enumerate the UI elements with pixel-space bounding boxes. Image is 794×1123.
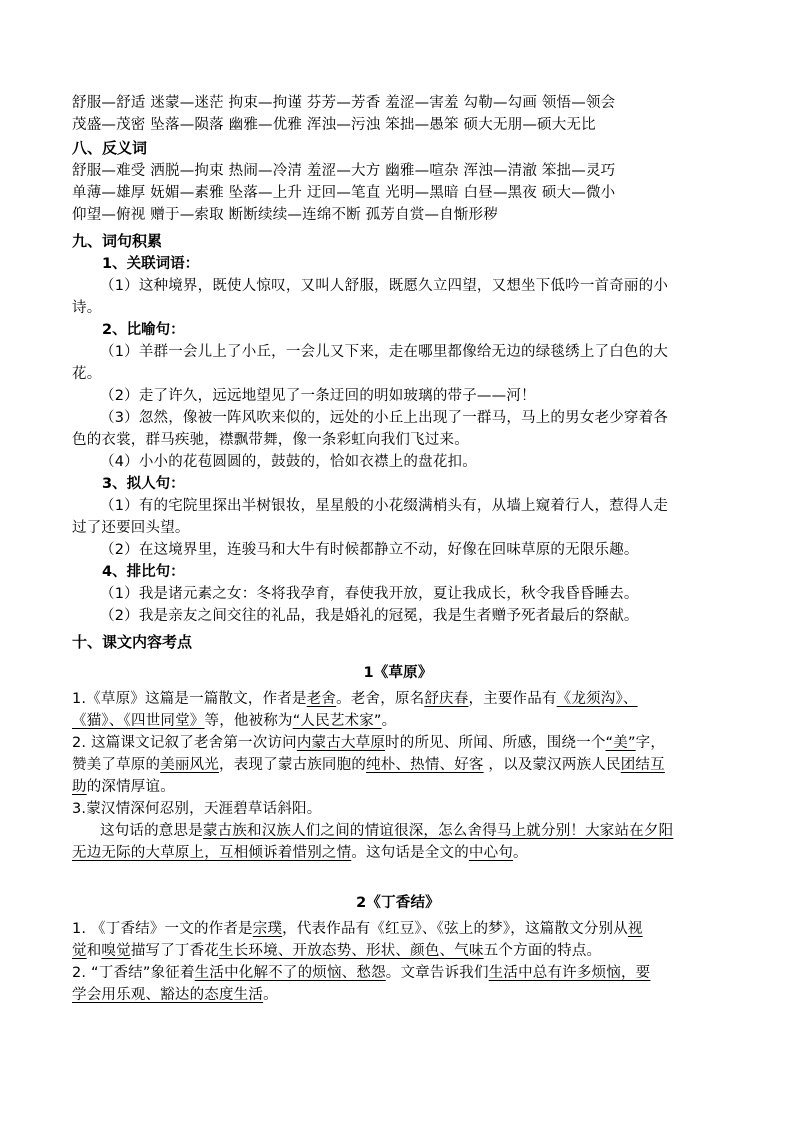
metaphor-item-4: （4）小小的花苞圆圆的，鼓鼓的，恰如衣襟上的盘花扣。 bbox=[100, 454, 477, 470]
dingxiang-answer-lesson: 生活中总有许多烦恼，要 bbox=[488, 965, 651, 981]
caoyuan-text: 。这句话是全文的 bbox=[351, 845, 469, 861]
dingxiang-text: 1. 《丁香结》一文的作者是 bbox=[72, 921, 253, 937]
caoyuan-text: ，表现了蒙古族同胞的 bbox=[219, 757, 367, 773]
dingxiang-answer-aspects: 生长环境、开放态势、形状、颜色、气味 bbox=[219, 943, 484, 959]
dingxiang-answer-sense-cont: 觉 bbox=[72, 943, 87, 959]
conjunction-item-1-cont: 诗。 bbox=[72, 300, 102, 316]
caoyuan-answer-unity-cont: 助 bbox=[72, 779, 87, 795]
metaphor-item-3: （3）忽然，像被一阵风吹来似的，远处的小丘上出现了一群马，马上的男女老少穿着各 bbox=[100, 410, 669, 426]
antonym-line-2: 单薄—雄厚 妩媚—素雅 坠落—上升 迂回—笔直 光明—黑暗 白昼—黑夜 硕大—微小 bbox=[72, 185, 616, 201]
antonym-line-3: 仰望—俯视 赠于—索取 断断续续—连绵不断 孤芳自赏—自惭形秽 bbox=[72, 207, 499, 223]
caoyuan-answer-keyword: “美” bbox=[605, 735, 636, 751]
caoyuan-answer-title: “人民艺术家” bbox=[292, 713, 382, 729]
dingxiang-text: ，代表作品有《红豆》、《弦上的梦》，这篇散文分别从 bbox=[282, 921, 628, 937]
section-parallelism-title: 4、排比句： bbox=[102, 564, 185, 580]
caoyuan-answer-realname: 舒庆春 bbox=[424, 691, 469, 707]
dingxiang-text: 。文章告诉我们 bbox=[385, 965, 489, 981]
caoyuan-point-2-line-1 bbox=[72, 732, 724, 754]
personification-item-1: （1）有的宅院里探出半树银妆，星星般的小花缀满梢头有，从墙上窥着行人，惹得人走 bbox=[100, 498, 669, 514]
caoyuan-answer-place: 内蒙古大草原 bbox=[296, 735, 386, 751]
lesson-caoyuan-title: 1《草原》 bbox=[363, 665, 433, 681]
caoyuan-answer-author: 老舍 bbox=[306, 691, 337, 707]
section-conjunctions-title: 1、关联词语： bbox=[102, 256, 200, 272]
synonym-line-1: 舒服—舒适 迷蒙—迷茫 拘束—拘谨 芬芳—芳香 羞涩—害羞 勾勒—勾画 领悟—领会 bbox=[72, 95, 616, 111]
parallelism-item-2: （2）我是亲友之间交往的礼品，我是婚礼的冠冕，我是生者赠予死者最后的祭献。 bbox=[100, 608, 639, 624]
caoyuan-text: ，主要作品有 bbox=[468, 691, 557, 707]
document-page bbox=[72, 92, 724, 1006]
metaphor-item-3-cont: 色的衣裳，群马疾驰，襟飘带舞，像一条彩虹向我们飞过来。 bbox=[72, 432, 469, 448]
dingxiang-answer-lesson-cont: 学会用乐观、豁达的态度生活 bbox=[72, 987, 264, 1003]
caoyuan-point-2-line-2 bbox=[72, 754, 724, 776]
textbook-points-heading: 十、课文内容考点 bbox=[72, 633, 193, 651]
caoyuan-answer-traits: 纯朴、热情、好客 bbox=[366, 757, 484, 773]
antonym-heading: 八、反义词 bbox=[72, 139, 148, 157]
section-personification-title: 3、拟人句： bbox=[102, 476, 185, 492]
dingxiang-point-2-line-1 bbox=[72, 962, 724, 984]
personification-item-2: （2）在这境界里，连骏马和大牛有时候都静立不动，好像在回味草原的无限乐趣。 bbox=[100, 542, 639, 558]
caoyuan-answer-meaning: 蒙古族和汉族人们之间的情谊很深，怎么舍得马上就分别！大家站在夕阳 bbox=[202, 823, 674, 839]
caoyuan-text: 1.《草原》这篇是一篇散文，作者是 bbox=[72, 691, 307, 707]
caoyuan-text: 的深情厚谊。 bbox=[86, 779, 175, 795]
caoyuan-text: 2. 这篇课文记叙了老舍第一次访问 bbox=[72, 735, 297, 751]
caoyuan-point-3: 3.蒙汉情深何忍别，天涯碧草话斜阳。 bbox=[72, 801, 322, 817]
caoyuan-point-4-line-2 bbox=[72, 842, 724, 864]
conjunction-item-1: （1）这种境界，既使人惊叹，又叫人舒服，既愿久立四望，又想坐下低吟一首奇丽的小 bbox=[100, 278, 669, 294]
dingxiang-text: 五个方面的特点。 bbox=[483, 943, 602, 959]
metaphor-item-1: （1）羊群一会儿上了小丘，一会儿又下来，走在哪里都像给无边的绿毯绣上了白色的大 bbox=[100, 344, 669, 360]
dingxiang-text: 2. “丁香结”象征着 bbox=[72, 965, 195, 981]
caoyuan-text: 字， bbox=[635, 735, 666, 751]
parallelism-item-1: （1）我是诸元素之女：冬将我孕育，春使我开放，夏让我成长，秋令我昏昏睡去。 bbox=[100, 586, 639, 602]
dingxiang-answer-symbol: 生活中化解不了的烦恼、愁怨 bbox=[194, 965, 386, 981]
dingxiang-answer-author: 宗璞 bbox=[252, 921, 283, 937]
caoyuan-answer-central: 中心句 bbox=[468, 845, 514, 861]
caoyuan-text: 赞美了草原的 bbox=[72, 757, 161, 773]
caoyuan-point-1-line-1 bbox=[72, 688, 724, 710]
caoyuan-point-1-line-2 bbox=[72, 710, 724, 732]
caoyuan-text: 。 bbox=[381, 713, 397, 729]
dingxiang-point-1-line-1 bbox=[72, 918, 724, 940]
dingxiang-point-1-line-2 bbox=[72, 940, 724, 962]
caoyuan-answer-scenery: 美丽风光 bbox=[160, 757, 220, 773]
antonym-line-1: 舒服—难受 洒脱—拘束 热闹—冷清 羞涩—大方 幽雅—喧杂 浑浊—清澈 笨拙—灵巧 bbox=[72, 163, 616, 179]
caoyuan-answer-unity: 团结互 bbox=[620, 757, 665, 773]
dingxiang-text: 。 bbox=[263, 987, 278, 1003]
metaphor-item-1-cont: 花。 bbox=[72, 366, 102, 382]
metaphor-item-2: （2）走了许久，远远地望见了一条迂回的明如玻璃的带子——河！ bbox=[100, 388, 536, 404]
caoyuan-text: 等，他被称为 bbox=[204, 713, 293, 729]
caoyuan-point-2-line-3 bbox=[72, 776, 724, 798]
caoyuan-text: 时的所见、所闻、所感，围绕一个 bbox=[385, 735, 606, 751]
caoyuan-text: 这句话的意思是 bbox=[100, 823, 203, 839]
dingxiang-text: 描写了丁香花 bbox=[130, 943, 220, 959]
caoyuan-answer-works-cont: 《猫》、《四世同堂》 bbox=[72, 713, 205, 729]
dingxiang-text: 和 bbox=[86, 943, 102, 959]
section-metaphor-title: 2、比喻句： bbox=[102, 322, 185, 338]
dingxiang-answer-smell: 嗅觉 bbox=[101, 943, 131, 959]
caoyuan-answer-meaning-cont: 无边无际的大草原上，互相倾诉着惜别之情 bbox=[72, 845, 352, 861]
caoyuan-answer-works: 《龙须沟》、 bbox=[556, 691, 638, 707]
dingxiang-point-2-line-2 bbox=[72, 984, 724, 1006]
lesson-dingxiang-title: 2《丁香结》 bbox=[356, 895, 440, 911]
caoyuan-text: ，以及蒙汉两族人民 bbox=[483, 757, 621, 773]
caoyuan-text: 。 bbox=[513, 845, 528, 861]
personification-item-1-cont: 过了还要回头望。 bbox=[72, 520, 190, 536]
caoyuan-point-4-line-1 bbox=[72, 820, 724, 842]
accumulation-heading: 九、词句积累 bbox=[72, 232, 163, 250]
synonym-line-2: 茂盛—茂密 坠落—陨落 幽雅—优雅 浑浊—污浊 笨拙—愚笨 硕大无朋—硕大无比 bbox=[72, 117, 596, 133]
caoyuan-text: 。老舍，原名 bbox=[336, 691, 425, 707]
dingxiang-answer-sense: 视 bbox=[627, 921, 643, 937]
